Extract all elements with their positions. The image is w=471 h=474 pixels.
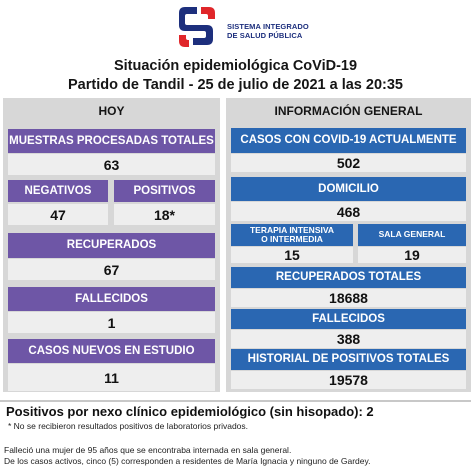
historial-box (231, 349, 466, 389)
domicilio-box (231, 177, 466, 221)
sala-general-value: 19 (358, 247, 466, 263)
nexo-clinico-text: Positivos por nexo clínico epidemiológico (sin hisopado): 2 (6, 404, 374, 419)
muestras-value: 63 (8, 154, 215, 175)
recuperados-totales-value: 18688 (231, 289, 466, 307)
fallecidos-hoy-box (8, 287, 215, 333)
positivos-box (114, 180, 215, 225)
casos-activos-text: De los casos activos, cinco (5) corresponden a residentes de María Ignacia y ninguno de Gardey. (4, 456, 371, 466)
terapia-label-line-1: TERAPIA INTENSIVA (249, 224, 335, 235)
casos-nuevos-value: 11 (8, 364, 215, 391)
general-heading: INFORMACIÓN GENERAL (274, 104, 423, 118)
terapia-label (231, 224, 353, 246)
fallecidos-totales-label: FALLECIDOS (231, 309, 466, 329)
terapia-value: 15 (231, 247, 353, 263)
org-name-line-1: SISTEMA INTEGRADO (227, 22, 309, 31)
muestras-label: MUESTRAS PROCESADAS TOTALES (8, 129, 215, 153)
sisp-logo (171, 3, 309, 53)
negativos-label: NEGATIVOS (8, 180, 108, 202)
recuperados-hoy-box (8, 233, 215, 280)
recuperados-totales-box (231, 267, 466, 307)
report-title: Situación epidemiológica CoViD-19 (113, 58, 358, 74)
fallecidos-hoy-value: 1 (8, 312, 215, 333)
recuperados-hoy-label: RECUPERADOS (8, 233, 215, 258)
sisp-emblem-icon (171, 3, 223, 51)
casos-nuevos-label: CASOS NUEVOS EN ESTUDIO (8, 339, 215, 363)
hoy-heading: HOY (98, 104, 125, 118)
recuperados-totales-label: RECUPERADOS TOTALES (231, 267, 466, 288)
positivos-value: 18* (114, 204, 215, 225)
terapia-box (231, 224, 353, 263)
report-subtitle: Partido de Tandil - 25 de julio de 2021 a las 20:35 (68, 77, 403, 93)
sala-general-box (358, 224, 466, 263)
domicilio-label: DOMICILIO (231, 177, 466, 201)
org-name-line-2: DE SALUD PÚBLICA (227, 31, 303, 40)
activos-box (231, 128, 466, 172)
fallecidos-totales-value: 388 (231, 330, 466, 348)
negativos-value: 47 (8, 204, 108, 225)
positivos-label: POSITIVOS (114, 180, 215, 202)
historial-value: 19578 (231, 371, 466, 389)
fallecimiento-text: Falleció una mujer de 95 años que se encontraba internada en sala general. (4, 445, 292, 455)
activos-label: CASOS CON COVID-19 ACTUALMENTE (231, 128, 466, 153)
fallecidos-totales-box (231, 309, 466, 348)
casos-nuevos-box (8, 339, 215, 391)
negativos-box (8, 180, 108, 225)
fallecidos-hoy-label: FALLECIDOS (8, 287, 215, 311)
terapia-label-line-2: O INTERMEDIA (261, 234, 323, 244)
historial-label: HISTORIAL DE POSITIVOS TOTALES (231, 349, 466, 370)
activos-value: 502 (231, 154, 466, 172)
sala-general-label: SALA GENERAL (358, 224, 466, 246)
muestras-box (8, 129, 215, 175)
recuperados-hoy-value: 67 (8, 259, 215, 280)
footer-divider (0, 400, 471, 402)
domicilio-value: 468 (231, 202, 466, 221)
laboratorios-note: * No se recibieron resultados positivos de laboratorios privados. (8, 421, 249, 431)
